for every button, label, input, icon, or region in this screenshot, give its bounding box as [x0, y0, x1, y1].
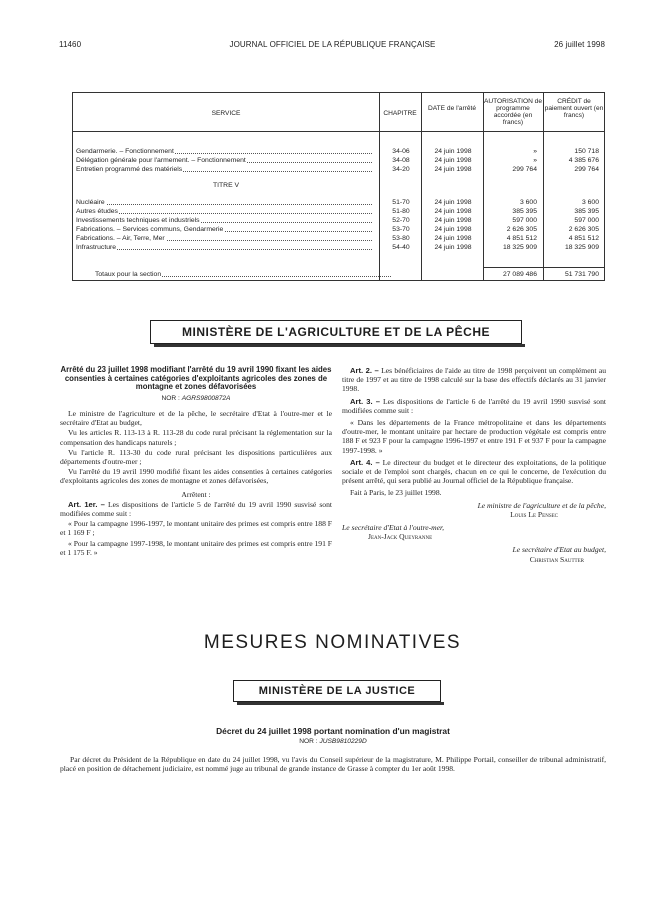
cell-date: 24 juin 1998	[434, 244, 472, 251]
arrete-art1-q2: « Pour la campagne 1997-1998, le montant unitaire des primes est compris entre 191 F et 1 175 F. »	[60, 538, 332, 557]
cell-chapitre: 34-08	[392, 157, 410, 164]
arrete-arretent: Arrêtent :	[181, 489, 211, 499]
th-autorisation: AUTORISATION de programme accordée (en francs)	[483, 98, 542, 126]
cell-credit: 597 000	[574, 217, 599, 224]
header-date: 26 juillet 1998	[554, 40, 605, 49]
cell-chapitre: 51-70	[392, 199, 410, 206]
signature-1-name: Louis Le Pensec	[510, 509, 558, 519]
cell-service: Entretien programmé des matériels	[76, 166, 183, 173]
cell-service: Gendarmerie. – Fonctionnement	[76, 148, 174, 155]
arrete-art1-q1: « Pour la campagne 1996-1997, le montant unitaire des primes est compris entre 188 F et 1 169 F ;	[60, 519, 332, 538]
arrete-nor: NOR : AGRS9800872A	[161, 394, 231, 402]
cell-chapitre: 54-40	[392, 244, 410, 251]
arrete-art4: Art. 4. – Le directeur du budget et le directeur des exploitations, de la politique sociale et de l'emploi sont chargés, chacun en ce qui le concerne, de l'exécution du présent arrêté, qui sera publié au Journal officiel de la République française.	[342, 457, 606, 486]
table-row	[73, 165, 604, 174]
arrete-p2: Vu les articles R. 113-13 à R. 113-28 du code rural précisant la réglementation sur la compensation des handicaps naturels ;	[60, 428, 332, 447]
th-service: SERVICE	[211, 110, 241, 117]
total-row	[73, 270, 604, 279]
cell-service: Fabrications. – Services communs, Gendarmerie	[76, 226, 224, 233]
arrete-p1: Le ministre de l'agriculture et de la pêche, le secrétaire d'Etat à l'outre-mer et le secrétaire d'Etat au budget,	[60, 408, 332, 428]
cell-date: 24 juin 1998	[434, 235, 472, 242]
cell-credit: 385 395	[574, 208, 599, 215]
signature-3-title: Le secrétaire d'Etat au budget,	[512, 545, 606, 555]
arrete-art1: Art. 1er. – Les dispositions de l'article 5 de l'arrêté du 19 avril 1990 susvisé sont modifiées comme suit :	[60, 499, 332, 519]
cell-date: 24 juin 1998	[434, 148, 472, 155]
arrete-right-column	[342, 366, 606, 564]
table-row	[73, 234, 604, 243]
page-number: 11460	[59, 40, 82, 49]
cell-autorisation: »	[533, 148, 537, 155]
cell-credit: 3 600	[581, 199, 599, 206]
total-label: Totaux pour la section	[95, 271, 162, 278]
cell-autorisation: 597 000	[512, 217, 537, 224]
table-row	[73, 147, 604, 156]
cell-chapitre: 51-80	[392, 208, 410, 215]
cell-credit: 4 385 676	[568, 157, 599, 164]
cell-chapitre: 34-20	[392, 166, 410, 173]
arrete-p3: Vu l'article R. 113-30 du code rural précisant les dispositions particulières aux départements d'outre-mer ;	[60, 447, 332, 466]
cell-date: 24 juin 1998	[434, 157, 472, 164]
cell-credit: 18 325 909	[564, 244, 599, 251]
cell-service: Autres études	[76, 208, 118, 215]
arrete-title: Arrêté du 23 juillet 1998 modifiant l'arrêté du 19 avril 1990 fixant les aides consenties à certaines catégories d'exploitants agricoles des zones de montagne et zones défavorisées	[60, 365, 332, 392]
cell-service: Fabrications. – Air, Terre, Mer	[76, 235, 165, 242]
cell-service: Délégation générale pour l'armement. – Fonctionnement	[76, 157, 246, 164]
journal-title: JOURNAL OFFICIEL DE LA RÉPUBLIQUE FRANÇAISE	[229, 40, 436, 49]
cell-chapitre: 53-80	[392, 235, 410, 242]
cell-credit: 150 718	[574, 148, 599, 155]
cell-autorisation: »	[533, 157, 537, 164]
cell-date: 24 juin 1998	[434, 226, 472, 233]
arrete-art3-quote: « Dans les départements de la France métropolitaine et dans les départements d'outre-mer, le montant unitaire par hectare de production végétale est compris entre 188 F et 923 F pour la campagne 1996-1997 et entre 191 F et 937 F pour la campagne 1997-1998. »	[342, 418, 606, 455]
table-row	[73, 225, 604, 234]
signature-3-name: Christian Sautter	[529, 554, 584, 564]
cell-service: Nucléaire	[76, 199, 105, 206]
arrete-p4: Vu l'arrêté du 19 avril 1990 modifié fixant les aides consenties à certaines catégories d'exploitants agricoles des zones de montagne et zones défavorisées,	[60, 467, 332, 486]
mesures-nominatives-heading: MESURES NOMINATIVES	[203, 632, 462, 653]
th-chapitre: CHAPITRE	[383, 110, 417, 117]
th-credit: CRÉDIT de paiement ouvert (en francs)	[544, 98, 604, 119]
cell-credit: 4 851 512	[568, 235, 599, 242]
arrete-left-column	[60, 366, 332, 558]
cell-date: 24 juin 1998	[434, 199, 472, 206]
ministry-justice-title: MINISTÈRE DE LA JUSTICE	[233, 680, 441, 702]
decret-nor: NOR : JUSB9810229D	[299, 737, 367, 745]
cell-autorisation: 18 325 909	[502, 244, 537, 251]
table-row	[73, 216, 604, 225]
cell-chapitre: 53-70	[392, 226, 410, 233]
table-row	[73, 198, 604, 207]
cell-date: 24 juin 1998	[434, 166, 472, 173]
signature-2-title: Le secrétaire d'Etat à l'outre-mer,	[342, 523, 445, 533]
decret-body: Par décret du Président de la République en date du 24 juillet 1998, vu l'avis du Conseil supérieur de la magistrature, M. Philippe Portail, conseiller de tribunal administratif, placé en position de détachement judiciaire, est nommé juge au tribunal de grande instance de Grasse à compter du 1er août 1998.	[60, 754, 606, 773]
cell-chapitre: 52-70	[392, 217, 410, 224]
cell-credit: 299 764	[574, 166, 599, 173]
cell-service: Investissements techniques et industriels	[76, 217, 200, 224]
decret-title: Décret du 24 juillet 1998 portant nomination d'un magistrat	[216, 726, 450, 736]
cell-autorisation: 4 851 512	[506, 235, 537, 242]
signature-1-title: Le ministre de l'agriculture et de la pêche,	[477, 500, 606, 510]
table-row	[73, 243, 604, 252]
th-date: DATE de l'arrêté	[427, 105, 477, 112]
cell-chapitre: 34-06	[392, 148, 410, 155]
cell-credit: 2 626 305	[568, 226, 599, 233]
cell-date: 24 juin 1998	[434, 217, 472, 224]
table-row	[73, 207, 604, 216]
table-row	[73, 156, 604, 165]
cell-autorisation: 3 600	[519, 199, 537, 206]
decret-section	[60, 727, 606, 773]
total-credit: 51 731 790	[564, 271, 599, 278]
arrete-art3: Art. 3. – Les dispositions de l'article 6 de l'arrêté du 19 avril 1990 susvisé sont modifiées comme suit :	[342, 396, 606, 415]
total-autorisation: 27 089 486	[502, 271, 537, 278]
cell-autorisation: 2 626 305	[506, 226, 537, 233]
section-title: TITRE V	[212, 182, 240, 189]
ministry-agriculture-title: MINISTÈRE DE L'AGRICULTURE ET DE LA PÊCHE	[150, 320, 522, 344]
arrete-art2: Art. 2. – Les bénéficiaires de l'aide au titre de 1998 perçoivent un complément au titre de 1997 et au titre de 1998 calculé sur la base des effectifs déclarés au 31 janvier 1998.	[342, 366, 606, 394]
cell-service: Infrastructure	[76, 244, 117, 251]
cell-date: 24 juin 1998	[434, 208, 472, 215]
signature-2-name: Jean-Jack Queyranne	[368, 532, 433, 542]
cell-autorisation: 299 764	[512, 166, 537, 173]
credits-table	[72, 92, 605, 281]
arrete-fait: Fait à Paris, le 23 juillet 1998.	[350, 488, 442, 498]
cell-autorisation: 385 395	[512, 208, 537, 215]
